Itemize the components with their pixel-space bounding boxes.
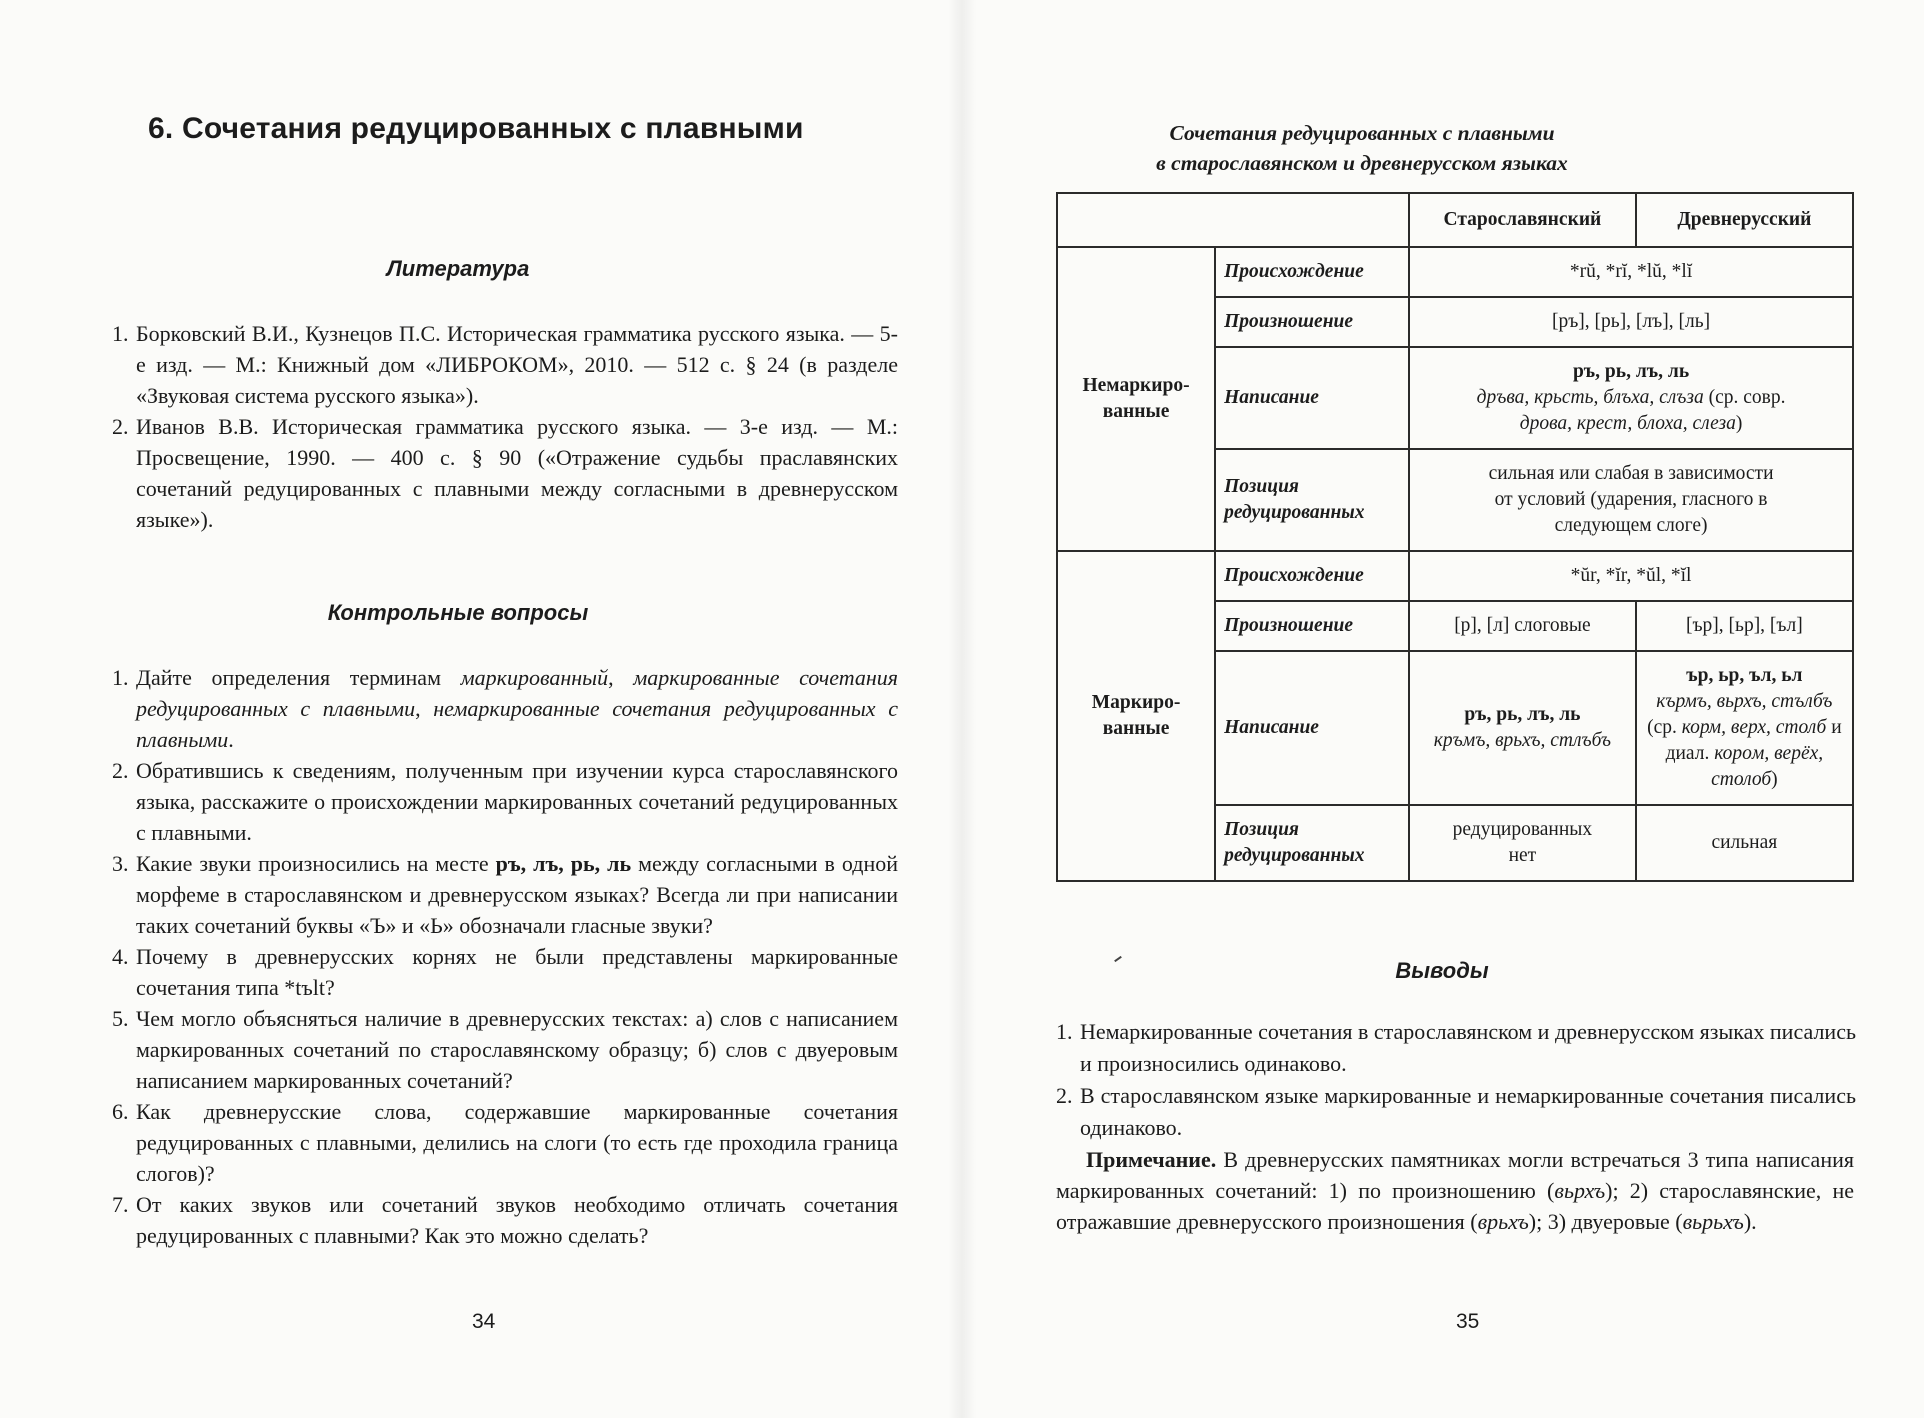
table-cell: ръ, рь, лъ, ль дръва, крьсть, блъха, слъза (ср. совр. дрова, крест, блоха, слеза) xyxy=(1409,347,1853,449)
table-cell: *rŭ, *rĭ, *lŭ, *lĭ xyxy=(1409,247,1853,297)
literature-list xyxy=(112,318,898,535)
table-cell: [ър], [ьр], [ъл] xyxy=(1636,601,1853,651)
question-item: 4. Почему в древнерусских корнях не были представлены маркированные сочетания типа *tъlt? xyxy=(112,944,898,1000)
table-cell: сильная или слабая в зависимости от условий (ударения, гласного в следующем слоге) xyxy=(1409,449,1853,551)
comparison-table xyxy=(1056,192,1854,882)
conclusion-item: 1. Немаркированные сочетания в старославянском и древнерусском языках писались и произносились одинаково. xyxy=(1056,1019,1856,1076)
row-label: Произношение xyxy=(1215,601,1409,651)
table-row xyxy=(1057,247,1853,297)
questions-list xyxy=(112,662,898,1251)
question-item: 7. От каких звуков или сочетаний звуков необходимо отличать сочетания редуцированных с плавными? Как это можно сделать? xyxy=(112,1192,898,1248)
row-label: Происхождение xyxy=(1215,247,1409,297)
table-cell: редуцированных нет xyxy=(1409,805,1636,881)
question-item: 6. Как древнерусские слова, содержавшие маркированные сочетания редуцированных с плавными, делились на слоги (то есть где проходила граница слогов)? xyxy=(112,1099,898,1186)
stray-mark xyxy=(1114,956,1122,962)
row-label: Позиция редуцированных xyxy=(1215,449,1409,551)
literature-item: 2. Иванов В.В. Историческая грамматика русского языка. — 3-е изд. — М.: Просвещение, 1990. — 400 с. § 90 («Отражение судьбы праславянских сочетаний редуцированных с плавными между согласными в древнерусском языке»). xyxy=(112,414,898,532)
table-cell: сильная xyxy=(1636,805,1853,881)
row-label: Произношение xyxy=(1215,297,1409,347)
table-title: Сочетания редуцированных с плавными в старославянском и древнерусском языках xyxy=(1156,121,1568,175)
table-cell: ър, ьр, ъл, ьл кърмъ, вьрхъ, стълбъ (ср. корм, верх, столб и диал. корoм, верёх, столоб) xyxy=(1636,651,1853,805)
question-item: 2. Обратившись к сведениям, полученным при изучении курса старославянского языка, расскажите о происхождении маркированных сочетаний редуцированных с плавными. xyxy=(112,758,898,845)
row-label: Позиция редуцированных xyxy=(1215,805,1409,881)
right-page xyxy=(962,0,1924,1418)
questions-heading: Контрольные вопросы xyxy=(327,600,589,625)
conclusions-heading: Выводы xyxy=(1395,958,1489,983)
table-header-row xyxy=(1057,193,1853,247)
table-cell: ръ, рь, лъ, ль кръмъ, врьхъ, стлъбъ xyxy=(1409,651,1636,805)
table-cell: *ŭr, *ĭr, *ŭl, *ĭl xyxy=(1409,551,1853,601)
column-header-ors: Древнерусский xyxy=(1636,193,1853,247)
row-label: Происхождение xyxy=(1215,551,1409,601)
literature-heading: Литература xyxy=(386,256,530,281)
page-number: 35 xyxy=(1456,1310,1480,1333)
literature-item: 1. Борковский В.И., Кузнецов П.С. Историческая грамматика русского языка. — 5-е изд. — М.: Книжный дом «ЛИБРОКОМ», 2010. — 512 с. § 24 (в разделе «Звуковая система русского языка»). xyxy=(112,321,898,408)
page-number: 34 xyxy=(472,1310,496,1333)
question-item: 5. Чем могло объясняться наличие в древнерусских текстах: а) слов с написанием маркированных сочетаний по старославянскому образцу; б) слов с двуеровым написанием маркированных сочетаний? xyxy=(112,1006,898,1093)
conclusions-list xyxy=(1056,1016,1856,1144)
table-row xyxy=(1057,551,1853,601)
table-corner-cell xyxy=(1057,193,1409,247)
table-cell: [ръ], [рь], [лъ], [ль] xyxy=(1409,297,1853,347)
group-marked: Маркиро-ванные xyxy=(1057,551,1215,881)
question-item: 3. Какие звуки произносились на месте ръ, лъ, рь, ль между согласными в одной морфеме в старославянском и древнерусском языках? Всегда ли при написании таких сочетаний буквы «Ъ» и «Ь» обозначали гласные звуки? xyxy=(112,851,898,938)
column-header-ocs: Старославянский xyxy=(1409,193,1636,247)
table-cell: [р], [л] слоговые xyxy=(1409,601,1636,651)
row-label: Написание xyxy=(1215,651,1409,805)
row-label: Написание xyxy=(1215,347,1409,449)
note-paragraph: Примечание. В древнерусских памятниках могли встречаться 3 типа написания маркированных сочетаний: 1) по произношению (вьрхъ); 2) старославянские, не отражавшие древнерусского произношения (врьхъ); 3) двуеровые (вьрьхъ). xyxy=(1056,1147,1854,1234)
chapter-title: 6. Сочетания редуцированных с плавными xyxy=(148,112,804,145)
conclusion-item: 2. В старославянском языке маркированные и немаркированные сочетания писались одинаково. xyxy=(1056,1083,1856,1140)
group-unmarked: Немаркиро-ванные xyxy=(1057,247,1215,551)
question-item: 1. Дайте определения терминам маркированный, маркированные сочетания редуцированных с плавными, немаркированные сочетания редуцированных с плавными. xyxy=(112,665,898,752)
